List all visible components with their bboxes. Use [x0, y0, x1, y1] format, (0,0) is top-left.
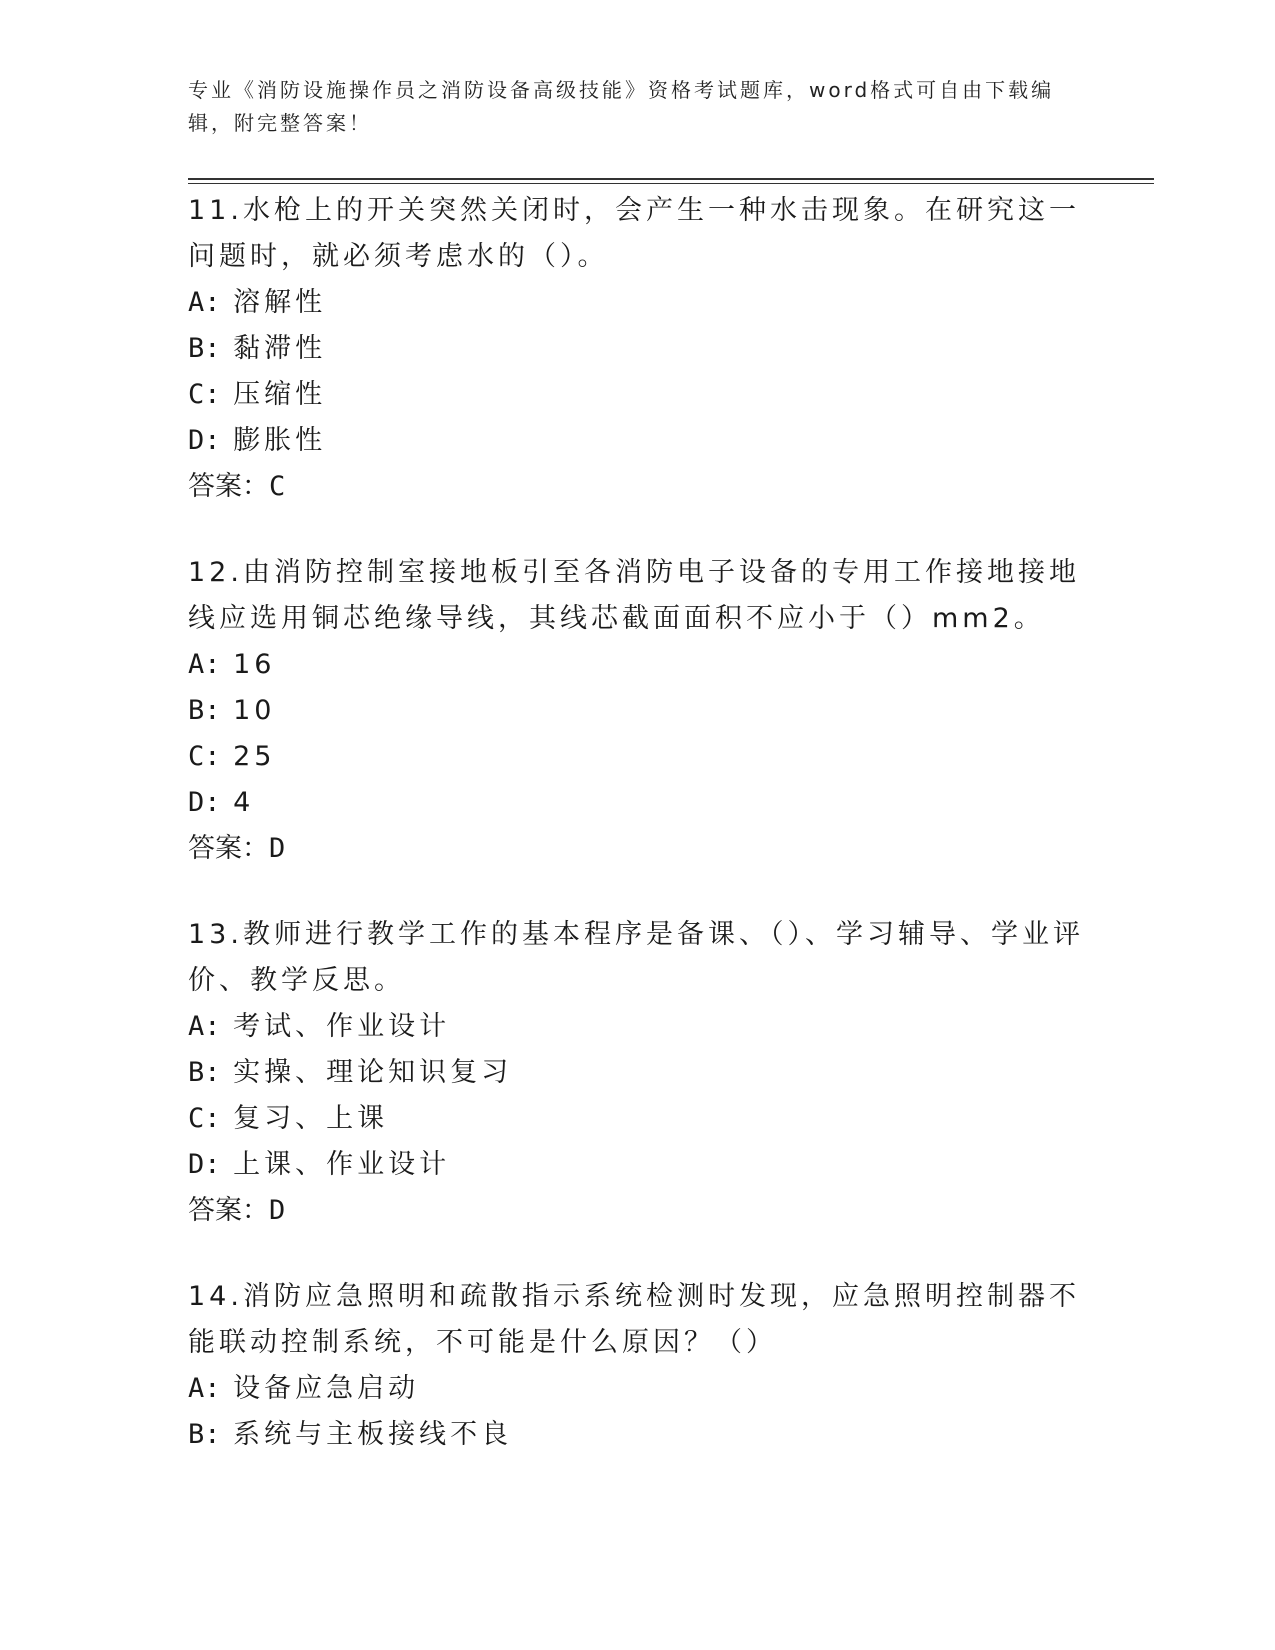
option-text: 上课、作业设计 [233, 1149, 451, 1180]
answer-value: C [269, 471, 286, 502]
answer-value: D [269, 833, 286, 864]
option-text: 压缩性 [233, 379, 327, 410]
option-letter: C: [188, 1103, 221, 1134]
question-stem: 14.消防应急照明和疏散指示系统检测时发现，应急照明控制器不能联动控制系统，不可能是什么原因？（） [188, 1281, 1080, 1358]
document-intro: 专业《消防设施操作员之消防设备高级技能》资格考试题库，word格式可自由下载编辑，附完整答案！ [188, 78, 1055, 135]
option-text: 25 [233, 741, 276, 772]
option-d [188, 780, 1088, 826]
option-letter: C: [188, 379, 221, 410]
answer-line [188, 1188, 1088, 1234]
option-d [188, 418, 1088, 464]
option-text: 溶解性 [233, 287, 327, 318]
question-stem: 13.教师进行教学工作的基本程序是备课、（）、学习辅导、学业评价、教学反思。 [188, 919, 1084, 996]
header-divider-thin [188, 183, 1154, 184]
option-letter: B: [188, 695, 221, 726]
option-a [188, 280, 1088, 326]
option-letter: D: [188, 1149, 221, 1180]
option-text: 4 [233, 787, 255, 818]
header-divider-thick [188, 178, 1154, 180]
option-c [188, 734, 1088, 780]
answer-label: 答案： [188, 471, 269, 502]
option-d [188, 1142, 1088, 1188]
answer-label: 答案： [188, 1195, 269, 1226]
option-letter: D: [188, 425, 221, 456]
option-letter: B: [188, 1419, 221, 1450]
option-b [188, 688, 1088, 734]
option-letter: C: [188, 741, 221, 772]
option-text: 10 [233, 695, 276, 726]
option-b [188, 326, 1088, 372]
answer-label: 答案： [188, 833, 269, 864]
question-item [188, 912, 1088, 1234]
option-letter: B: [188, 1057, 221, 1088]
option-letter: A: [188, 287, 221, 318]
option-letter: A: [188, 649, 221, 680]
option-c [188, 1096, 1088, 1142]
option-text: 设备应急启动 [233, 1373, 420, 1404]
option-text: 膨胀性 [233, 425, 327, 456]
answer-value: D [269, 1195, 286, 1226]
option-a [188, 1366, 1088, 1412]
question-item [188, 188, 1088, 510]
option-text: 实操、理论知识复习 [233, 1057, 513, 1088]
option-b [188, 1412, 1088, 1458]
option-a [188, 1004, 1088, 1050]
answer-line [188, 826, 1088, 872]
question-stem: 11.水枪上的开关突然关闭时，会产生一种水击现象。在研究这一问题时，就必须考虑水的（）。 [188, 195, 1080, 272]
option-text: 复习、上课 [233, 1103, 389, 1134]
question-stem: 12.由消防控制室接地板引至各消防电子设备的专用工作接地接地线应选用铜芯绝缘导线，其线芯截面面积不应小于（）mm2。 [188, 557, 1080, 634]
option-a [188, 642, 1088, 688]
option-b [188, 1050, 1088, 1096]
question-item [188, 1274, 1088, 1458]
option-c [188, 372, 1088, 418]
option-text: 考试、作业设计 [233, 1011, 451, 1042]
option-text: 黏滞性 [233, 333, 327, 364]
question-item [188, 550, 1088, 872]
option-letter: B: [188, 333, 221, 364]
option-letter: D: [188, 787, 221, 818]
question-list [188, 188, 1088, 1498]
option-letter: A: [188, 1373, 221, 1404]
option-letter: A: [188, 1011, 221, 1042]
option-text: 16 [233, 649, 276, 680]
option-text: 系统与主板接线不良 [233, 1419, 513, 1450]
answer-line [188, 464, 1088, 510]
